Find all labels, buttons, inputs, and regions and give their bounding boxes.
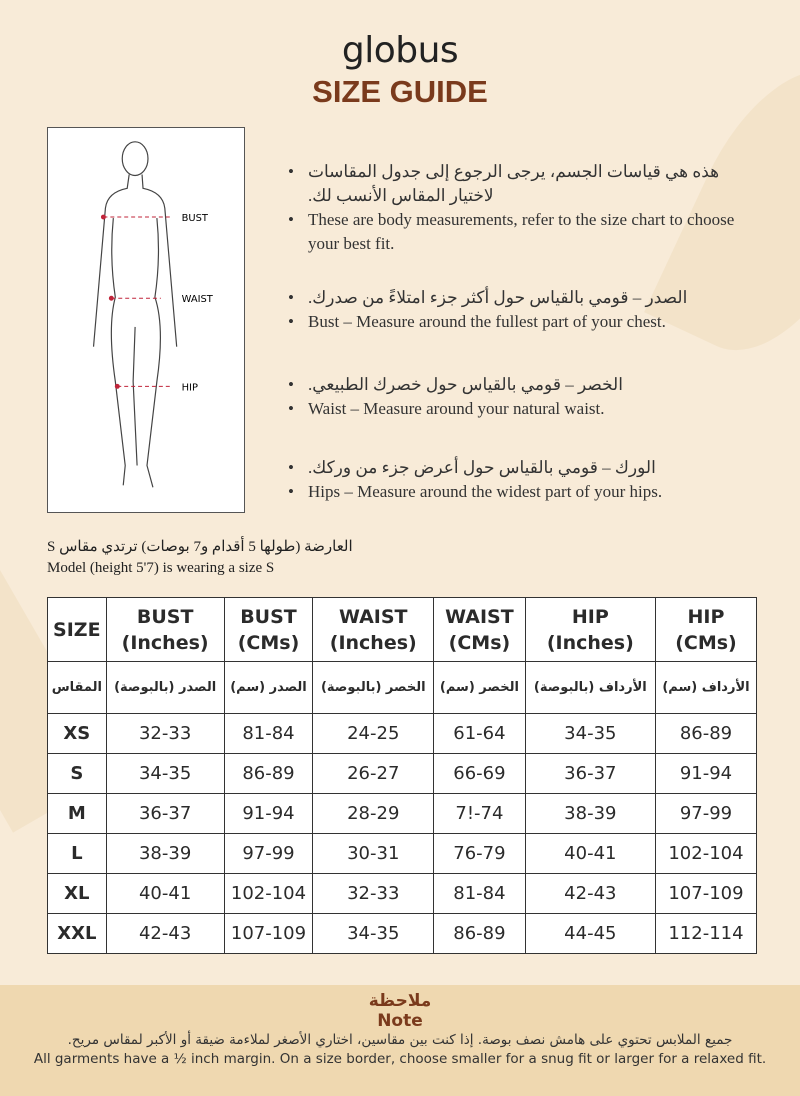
- size-cell: S: [48, 754, 107, 794]
- header-label: BUST: [240, 605, 297, 628]
- page-title: SIZE GUIDE: [312, 74, 488, 109]
- column-header-ar: المقاس: [48, 662, 107, 714]
- table-cell: 32-33: [106, 714, 224, 754]
- size-cell: XL: [48, 874, 107, 914]
- bullet-en: • Bust – Measure around the fullest part of your chest.: [288, 310, 748, 334]
- note-title-ar: ملاحظة: [368, 991, 432, 1011]
- table-cell: 28-29: [313, 794, 434, 834]
- table-cell: 102-104: [224, 874, 313, 914]
- brand-logo: globus: [341, 30, 459, 71]
- table-cell: 86-89: [224, 754, 313, 794]
- table-cell: 34-35: [106, 754, 224, 794]
- table-cell: 36-37: [106, 794, 224, 834]
- table-cell: 76-79: [434, 834, 526, 874]
- table-cell: 42-43: [525, 874, 655, 914]
- table-cell: 38-39: [106, 834, 224, 874]
- column-header-ar: الصدر (بالبوصة): [106, 662, 224, 714]
- table-row: [48, 754, 757, 794]
- table-cell: 32-33: [313, 874, 434, 914]
- waist-label: WAIST: [181, 294, 213, 306]
- header-row-ar: [48, 662, 757, 714]
- table-cell: 107-109: [655, 874, 756, 914]
- table-cell: 36-37: [525, 754, 655, 794]
- note-text-ar: جميع الملابس تحتوي على هامش نصف بوصة. إذا كنت بين مقاسين، اختاري الأصغر لملاءمة ضيقة أو الأكبر لمقاس مريح.: [67, 1032, 733, 1048]
- table-cell: 34-35: [313, 914, 434, 954]
- header-unit: (Inches): [329, 631, 417, 654]
- column-header: [224, 598, 313, 662]
- bullet-en: • Hips – Measure around the widest part of your hips.: [288, 480, 748, 504]
- header-label: SIZE: [53, 618, 101, 641]
- table-cell: 97-99: [655, 794, 756, 834]
- table-cell: 30-31: [313, 834, 434, 874]
- model-info-en: Model (height 5'7) is wearing a size S: [47, 560, 275, 576]
- model-info-ar: العارضة (طولها 5 أقدام و7 بوصات) ترتدي مقاس S: [47, 539, 353, 555]
- column-header: [313, 598, 434, 662]
- header-unit: (Inches): [546, 631, 634, 654]
- bullet-en: • These are body measurements, refer to the size chart to choose your best fit.: [288, 208, 748, 256]
- header-unit: (CMs): [237, 631, 300, 654]
- table-cell: 7!-74: [434, 794, 526, 834]
- header-label: HIP: [687, 605, 725, 628]
- column-header: [106, 598, 224, 662]
- note-title: Note: [377, 1011, 423, 1031]
- table-cell: 42-43: [106, 914, 224, 954]
- column-header-ar: الخصر (سم): [434, 662, 526, 714]
- size-chart-table: [47, 597, 757, 954]
- bullet-en: • Waist – Measure around your natural waist.: [288, 397, 748, 421]
- header-label: HIP: [571, 605, 609, 628]
- hip-label: HIP: [181, 382, 198, 394]
- bullet-ar: • الخصر – قومي بالقياس حول خصرك الطبيعي.: [288, 373, 748, 397]
- table-cell: 86-89: [434, 914, 526, 954]
- column-header: [434, 598, 526, 662]
- table-cell: 66-69: [434, 754, 526, 794]
- table-cell: 91-94: [224, 794, 313, 834]
- table-cell: 26-27: [313, 754, 434, 794]
- header-unit: (CMs): [675, 631, 737, 654]
- column-header-ar: الصدر (سم): [224, 662, 313, 714]
- table-cell: 91-94: [655, 754, 756, 794]
- table-row: [48, 914, 757, 954]
- table-row: [48, 794, 757, 834]
- size-cell: XS: [48, 714, 107, 754]
- table-cell: 40-41: [525, 834, 655, 874]
- table-cell: 44-45: [525, 914, 655, 954]
- table-cell: 86-89: [655, 714, 756, 754]
- table-cell: 40-41: [106, 874, 224, 914]
- bullet-group: [288, 286, 748, 334]
- column-header: [655, 598, 756, 662]
- bullet-ar: • الورك – قومي بالقياس حول أعرض جزء من وركك.: [288, 456, 748, 480]
- size-cell: M: [48, 794, 107, 834]
- table-cell: 112-114: [655, 914, 756, 954]
- table-row: [48, 714, 757, 754]
- column-header-ar: الخصر (بالبوصة): [313, 662, 434, 714]
- table-row: [48, 874, 757, 914]
- size-cell: L: [48, 834, 107, 874]
- table-cell: 38-39: [525, 794, 655, 834]
- table-cell: 102-104: [655, 834, 756, 874]
- header-label: WAIST: [445, 605, 514, 628]
- bullet-group: [288, 373, 748, 421]
- header-row: [48, 598, 757, 662]
- table-cell: 34-35: [525, 714, 655, 754]
- table-cell: 24-25: [313, 714, 434, 754]
- bust-label: BUST: [181, 213, 208, 225]
- size-cell: XXL: [48, 914, 107, 954]
- table-cell: 81-84: [434, 874, 526, 914]
- header-unit: (CMs): [448, 631, 511, 654]
- note-section: [0, 985, 800, 1096]
- column-header: [525, 598, 655, 662]
- bullet-group: [288, 160, 748, 256]
- model-info: [47, 537, 353, 579]
- bullet-group: [288, 456, 748, 504]
- table-row: [48, 834, 757, 874]
- column-header-ar: الأرداف (بالبوصة): [525, 662, 655, 714]
- note-text: All garments have a ½ inch margin. On a size border, choose smaller for a snug fit or larger for a relaxed fit.: [33, 1051, 767, 1067]
- header-label: WAIST: [338, 605, 408, 628]
- table-cell: 107-109: [224, 914, 313, 954]
- column-header-ar: الأرداف (سم): [655, 662, 756, 714]
- bullet-ar: • هذه هي قياسات الجسم، يرجى الرجوع إلى جدول المقاسات لاختيار المقاس الأنسب لك.: [288, 160, 748, 208]
- table-cell: 97-99: [224, 834, 313, 874]
- table-cell: 81-84: [224, 714, 313, 754]
- column-header: [48, 598, 107, 662]
- body-measurement-figure: [47, 127, 245, 513]
- bullet-ar: • الصدر – قومي بالقياس حول أكثر جزء امتلاءً من صدرك.: [288, 286, 748, 310]
- header-unit: (Inches): [121, 631, 209, 654]
- header-label: BUST: [136, 605, 194, 628]
- table-cell: 61-64: [434, 714, 526, 754]
